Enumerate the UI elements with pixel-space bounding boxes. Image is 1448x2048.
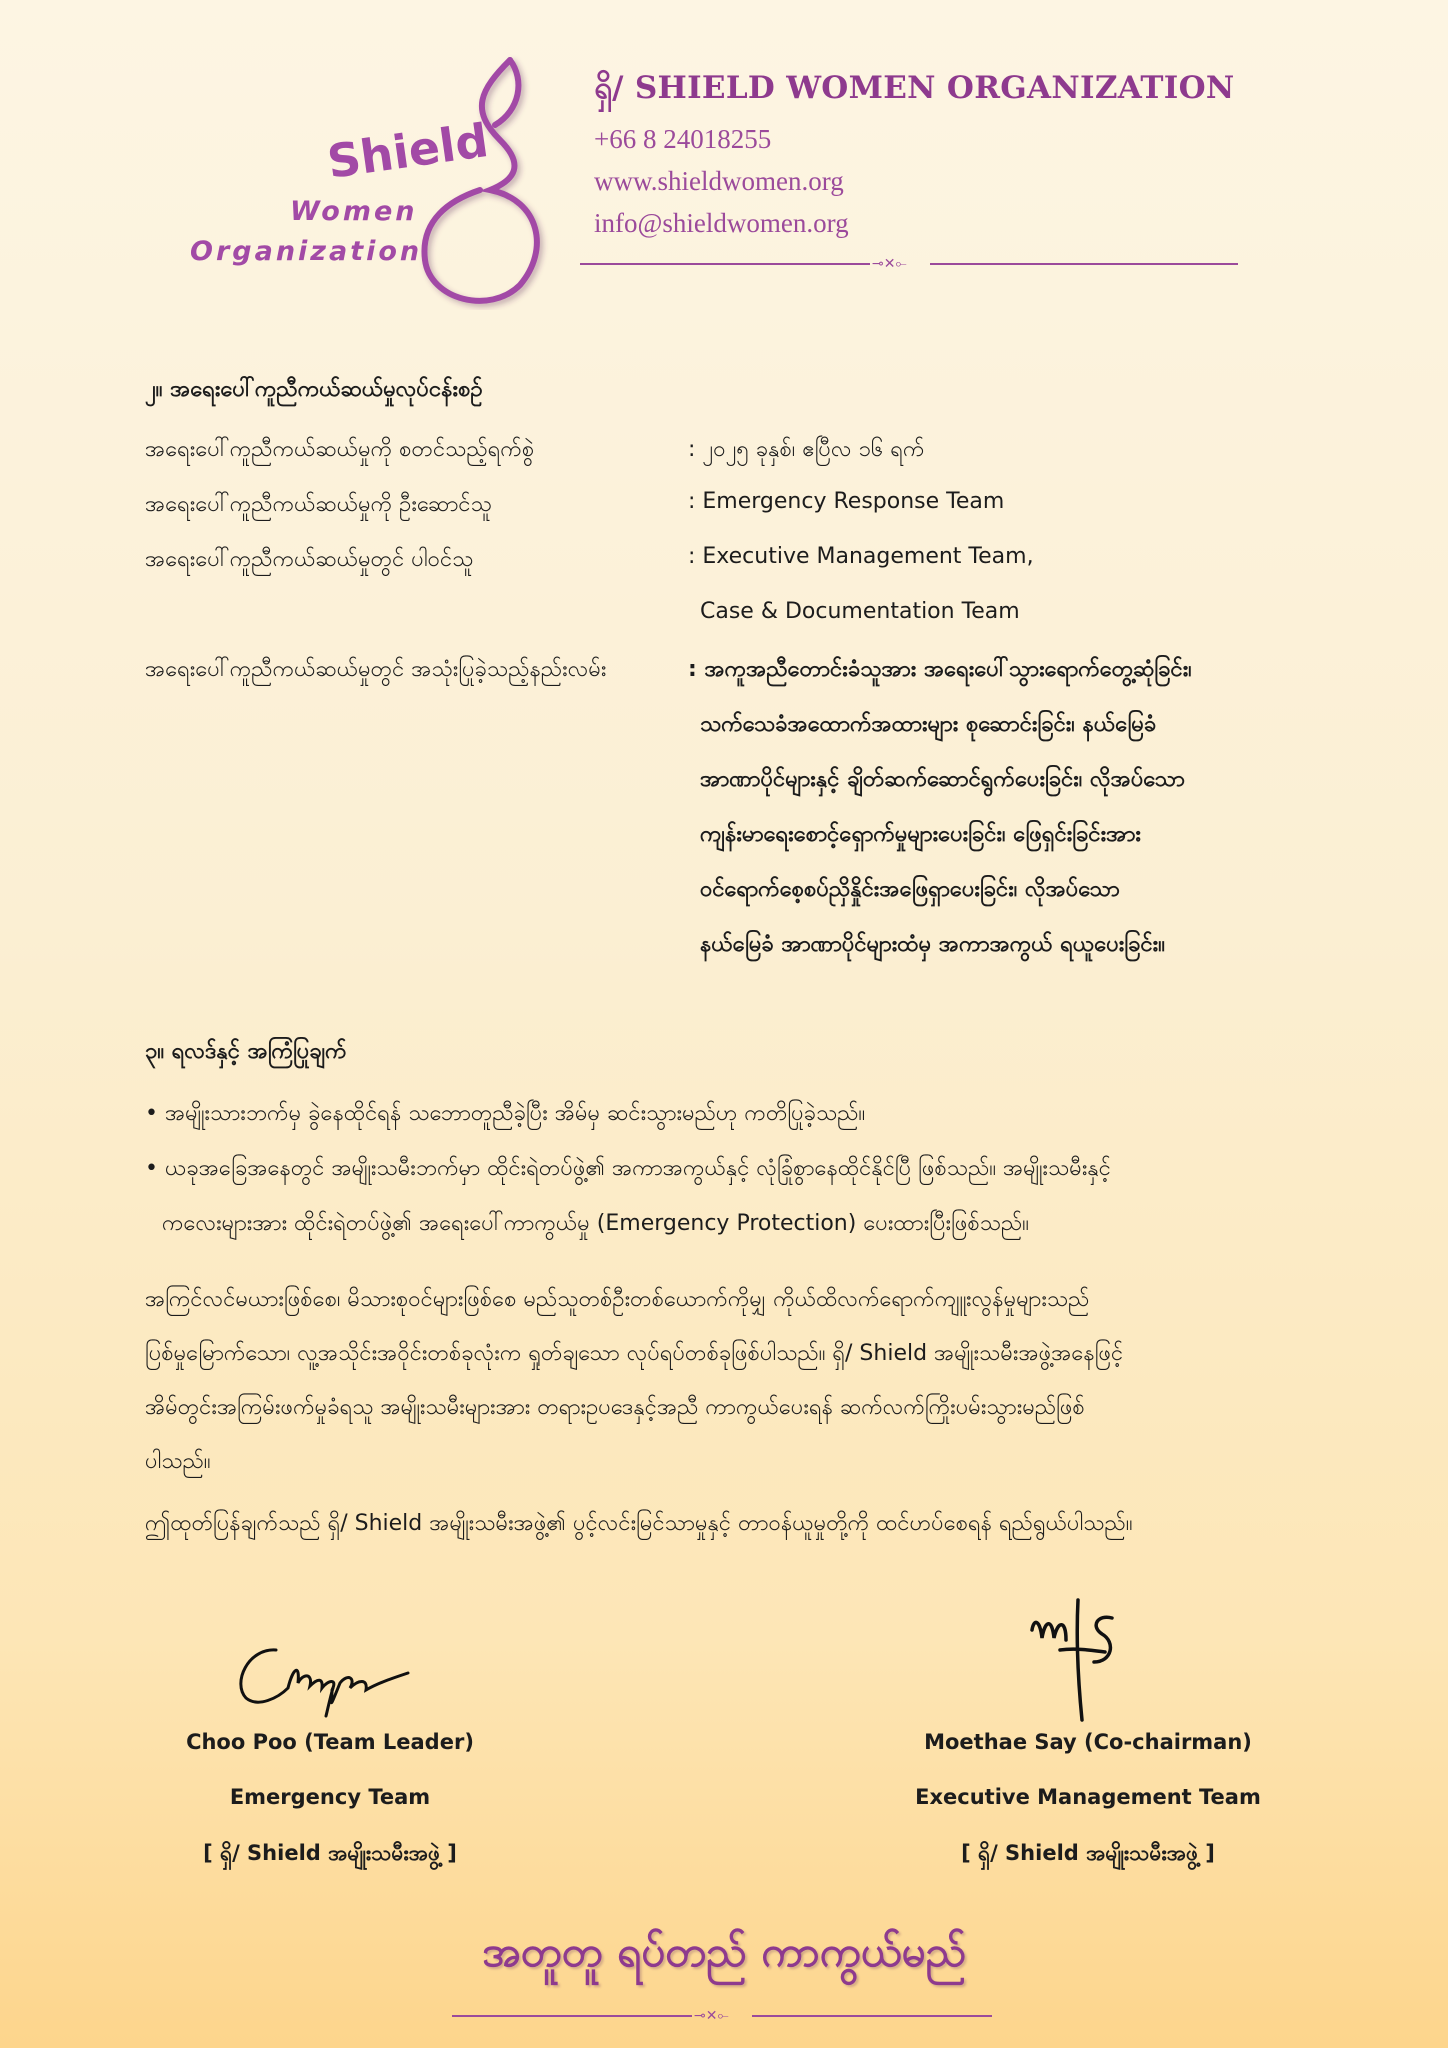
result-bullet-cont: ကလေးများအား ထိုင်းရဲတပ်ဖွဲ့၏ အရေးပေါ်ကာကွယ်မှု (Emergency Protection) ပေးထားပြီးဖြစ်သည်။ — [162, 1211, 1029, 1236]
shield-women-logo-icon — [180, 50, 560, 310]
email-link[interactable]: info@shieldwomen.org — [594, 208, 849, 238]
footer-rule-right — [752, 2015, 992, 2017]
section-title-emergency-process: ၂။ အရေးပေါ်ကူညီကယ်ဆယ်မှုလုပ်ငန်းစဉ် — [145, 377, 483, 402]
result-bullet: • ယခုအခြေအနေတွင် အမျိုးသမီးဘက်မှာ ထိုင်းရဲတပ်ဖွဲ့၏ အကာအကွယ်နှင့် လုံခြုံစွာနေထိုင်နိုင်ပြီ ဖြစ်သည်။ အမျိုးသမီးနှင့် — [145, 1156, 1111, 1181]
logo-word-organization: Organization — [190, 236, 423, 267]
paragraph-line: ပါသည်။ — [145, 1449, 211, 1474]
signatory-right-org: [ ရှိ/ Shield အမျိုးသမီးအဖွဲ့ ] — [961, 1841, 1215, 1865]
signatory-right-role: Executive Management Team — [915, 1785, 1261, 1809]
signature-moethae-say — [1020, 1590, 1140, 1734]
signature-choo-poo — [228, 1628, 418, 1722]
signatory-left-role: Emergency Team — [229, 1785, 431, 1809]
result-bullet: • အမျိုးသားဘက်မှ ခွဲနေထိုင်ရန် သဘောတူညီခဲ့ပြီး အိမ်မှ ဆင်းသွားမည်ဟု ကတိပြုခဲ့သည်။ — [145, 1101, 866, 1126]
logo-word-women: Women — [290, 196, 418, 227]
row-label-participants: အရေးပေါ်ကူညီကယ်ဆယ်မှုတွင် ပါဝင်သူ — [145, 547, 474, 572]
paragraph-line: အကြင်လင်မယားဖြစ်စေ၊ မိသားစုဝင်များဖြစ်စေ မည်သူတစ်ဦးတစ်ယောက်ကိုမျှ ကိုယ်ထိလက်ရောက်ကျူးလွန်မှုများသည် — [145, 1287, 1090, 1312]
logo-word-shield: Shield — [324, 112, 492, 189]
row-value-participants-cont: Case & Documentation Team — [700, 599, 1020, 624]
row-label-methods: အရေးပေါ်ကူညီကယ်ဆယ်မှုတွင် အသုံးပြုခဲ့သည့်နည်းလမ်း — [145, 657, 607, 682]
phone-number: +66 8 24018255 — [594, 124, 772, 154]
signatory-left-name: Choo Poo (Team Leader) — [186, 1730, 474, 1754]
organization-name: ရှိ/ SHIELD WOMEN ORGANIZATION — [594, 70, 1235, 106]
row-value-start-date: : ၂၀၂၅ ခုနှစ်၊ ဧပြီလ ၁၆ ရက် — [688, 437, 925, 462]
header-rule-left — [580, 263, 870, 265]
website-link[interactable]: www.shieldwomen.org — [594, 166, 844, 196]
paragraph-line: အိမ်တွင်းအကြမ်းဖက်မှုခံရသူ အမျိုးသမီးများအား တရားဥပဒေနှင့်အညီ ကာကွယ်ပေးရန် ဆက်လက်ကြိုးပမ်းသွားမည်ဖြစ် — [145, 1395, 1085, 1420]
row-label-start-date: အရေးပေါ်ကူညီကယ်ဆယ်မှုကို စတင်သည့်ရက်စွဲ — [145, 437, 535, 462]
footer-rule-left — [452, 2015, 692, 2017]
header-rule-right — [930, 263, 1238, 265]
section-title-results: ၃။ ရလဒ်နှင့် အကြံပြုချက် — [145, 1039, 347, 1064]
row-value-leader: : Emergency Response Team — [688, 489, 1005, 514]
footer-flourish-icon: ⊸✕⟜ — [694, 2008, 729, 2024]
methods-line: ဝင်ရောက်စေ့စပ်ညှိနှိုင်းအဖြေရှာပေးခြင်း၊ လိုအပ်သော — [700, 877, 1120, 902]
paragraph-line: ပြစ်မှုမြောက်သော၊ လူ့အသိုင်းအဝိုင်းတစ်ခုလုံးက ရှုတ်ချသော လုပ်ရပ်တစ်ခုဖြစ်ပါသည်။ ရှိ/ Shield အမျိုးသမီးအဖွဲ့အနေဖြင့် — [145, 1341, 1124, 1366]
methods-line: နယ်မြေခံ အာဏာပိုင်များထံမှ အကာအကွယ် ရယူပေးခြင်း။ — [700, 932, 1165, 957]
methods-line: အာဏာပိုင်များနှင့် ချိတ်ဆက်ဆောင်ရွက်ပေးခြင်း၊ လိုအပ်သော — [700, 767, 1185, 792]
organization-logo — [180, 50, 560, 310]
footer-motto: အတူတူ ရပ်တည် ကာကွယ်မည် — [482, 1927, 966, 1976]
methods-line: သက်သေခံအထောက်အထားများ စုဆောင်းခြင်း၊ နယ်မြေခံ — [700, 712, 1157, 737]
signatory-right-name: Moethae Say (Co-chairman) — [924, 1730, 1252, 1754]
header-flourish-icon: ⊸✕⟜ — [872, 256, 907, 272]
row-value-participants: : Executive Management Team, — [688, 544, 1034, 569]
row-label-leader: အရေးပေါ်ကူညီကယ်ဆယ်မှုကို ဦးဆောင်သူ — [145, 492, 492, 517]
methods-line: ကျန်းမာရေးစောင့်ရှောက်မှုများပေးခြင်း၊ ဖြေရှင်းခြင်းအား — [700, 822, 1141, 847]
signatory-left-org: [ ရှိ/ Shield အမျိုးသမီးအဖွဲ့ ] — [203, 1841, 457, 1865]
row-value-methods: : အကူအညီတောင်းခံသူအား အရေးပေါ်သွားရောက်တွေ့ဆုံခြင်း၊ — [688, 657, 1192, 682]
closing-paragraph: ဤထုတ်ပြန်ချက်သည် ရှိ/ Shield အမျိုးသမီးအဖွဲ့၏ ပွင့်လင်းမြင်သာမှုနှင့် တာဝန်ယူမှုတို့ကို ထင်ဟပ်စေရန် ရည်ရွယ်ပါသည်။ — [145, 1511, 1133, 1536]
